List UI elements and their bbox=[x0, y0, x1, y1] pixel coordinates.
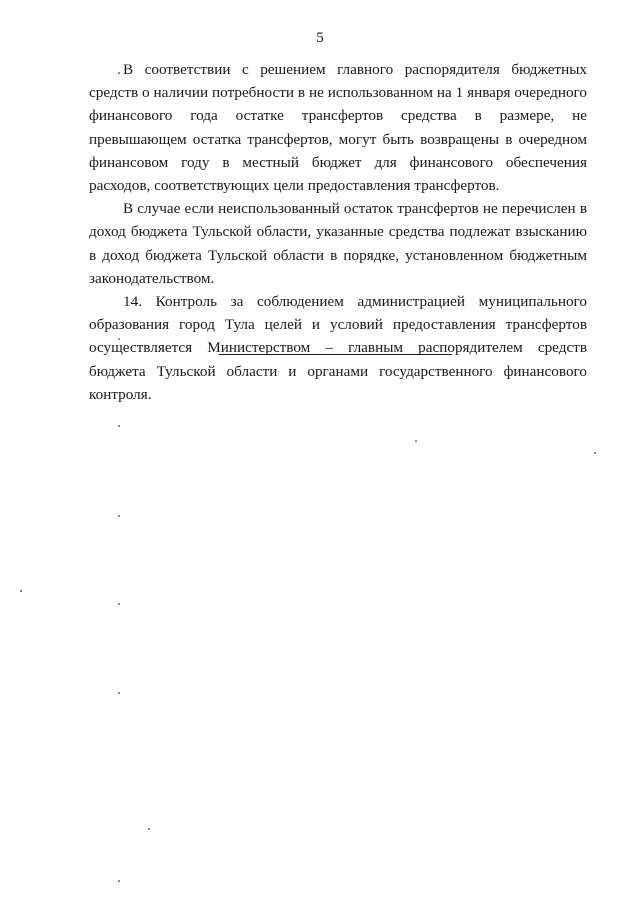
page-number: 5 bbox=[316, 30, 324, 46]
scan-speck bbox=[20, 590, 22, 592]
end-of-text-rule bbox=[219, 354, 452, 355]
scan-speck bbox=[148, 828, 150, 830]
scan-speck bbox=[118, 425, 120, 427]
paragraph-14-control: 14. Контроль за соблюдением администрацией муниципального образования город Тула целей и условий предоставления трансфертов осуществляется Министерством – главным распорядителем средств бюджета Тульской области и органами государственного финансового контроля. bbox=[89, 293, 587, 403]
scan-speck bbox=[594, 452, 596, 454]
scan-speck bbox=[118, 603, 120, 605]
scan-speck bbox=[118, 72, 120, 74]
paragraph-return-of-funds: В соответствии с решением главного распорядителя бюджетных средств о наличии потребности в не использованном на 1 января очередного финансового года остатке трансфертов средства в размере, не превышающем остатка трансфертов, могут быть возвращены в очередном финансовом году в местный бюджет для финансового обеспечения расходов, соответствующих цели предоставления трансфертов. bbox=[89, 61, 587, 195]
paragraph-recovery-of-funds: В случае если неиспользованный остаток трансфертов не перечислен в доход бюджета Тульской области, указанные средства подлежат взысканию в доход бюджета Тульской области в порядке, установленном бюджетным законодательством. bbox=[89, 200, 587, 287]
scan-speck bbox=[118, 880, 120, 882]
scan-speck bbox=[118, 515, 120, 517]
scan-speck bbox=[118, 338, 120, 340]
scan-speck bbox=[118, 692, 120, 694]
scan-speck bbox=[415, 440, 417, 442]
